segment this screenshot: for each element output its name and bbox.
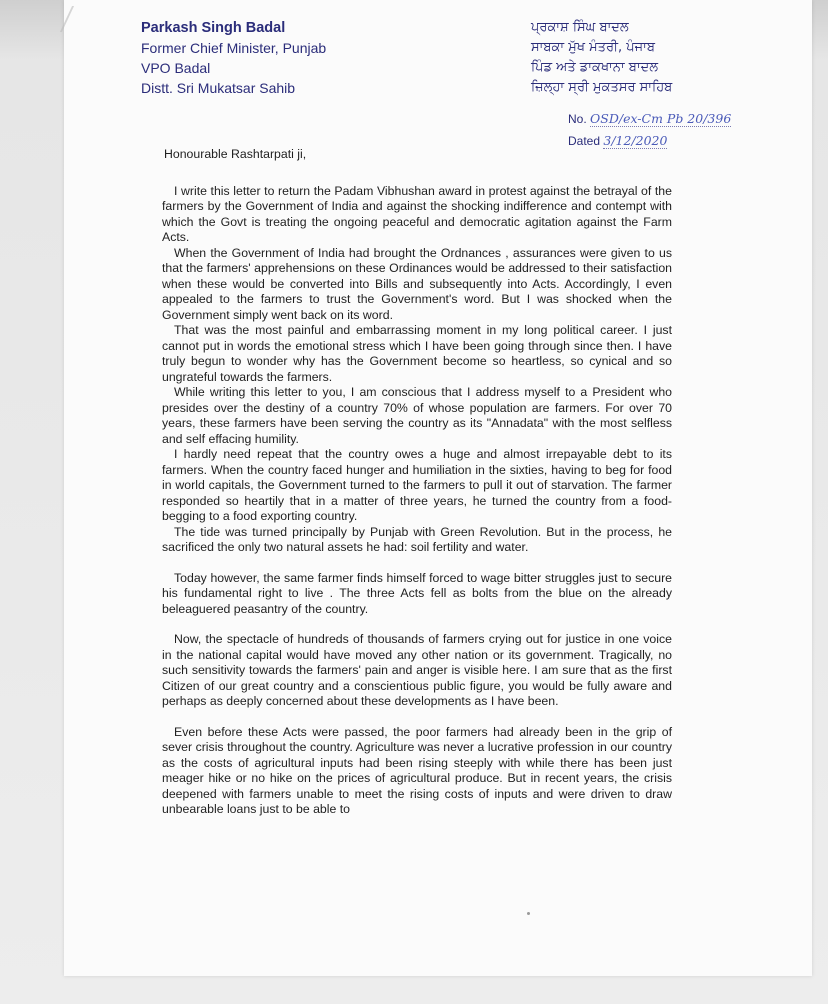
paragraph: That was the most painful and embarrassing moment in my long political career. I just cannot put in words the emotional stress which I have been going through since then. I have truly begun to wonder why has the Government become so heartless, so cynical and so ungrateful towards the farmers. (162, 323, 672, 384)
paragraph: Now, the spectacle of hundreds of thousands of farmers crying out for justice in one voice in the national capital would have moved any other nation or its government. Tragically, no such sensitivity towards the farmers' pain and anger is visible here. I am sure that as the first Citizen of our great country and a conscientious public figure, you would be fully aware and perhaps as deeply concerned about these developments as I have been. (162, 632, 672, 708)
reference-date-label: Dated (568, 134, 601, 148)
paragraph: Even before these Acts were passed, the poor farmers had already been in the grip of sever crisis throughout the country. Agriculture was never a lucrative profession in our country as the costs of agricultural inputs had been rising steeply with while there has been just meager hike or no hike on the prices of agricultural produce. But in recent years, the crisis deepened with farmers unable to meet the rising costs of inputs and were driven to draw unbearable loans just to be able to (162, 724, 672, 816)
sender-address-line-1: VPO Badal (141, 60, 211, 76)
salutation: Honourable Rashtarpati ji, (164, 147, 307, 161)
reference-date-handwritten: 3/12/2020 (603, 133, 668, 148)
sender-name: Parkash Singh Badal (141, 20, 286, 36)
paragraph: I write this letter to return the Padam Vibhushan award in protest against the betrayal of the farmers by the Government of India and against the shocking indifference and contempt with which the Govt is treating the ongoing peaceful and democratic agitation against the Farm Acts. (162, 183, 672, 244)
reference-number-handwritten: OSD/ex-Cm Pb 20/396 (590, 111, 732, 126)
paragraph: Today however, the same farmer finds himself forced to wage bitter struggles just to secure his fundamental right to live . The three Acts fell as bolts from the blue on the already beleaguered peasantry of the country. (162, 570, 672, 616)
sender-block (141, 18, 326, 98)
paragraph: When the Government of India had brought the Ordnances , assurances were given to us that the farmers' apprehensions on these Ordinances would be addressed to their satisfaction when these would be converted into Bills and subsequently into Acts. Accordingly, I even appealed to the farmers to trust the Government's word. But I was shocked when the Government simply went back on its word. (162, 245, 672, 322)
sender-address-line-2: Distt. Sri Mukatsar Sahib (141, 80, 296, 96)
paragraph: I hardly need repeat that the country owes a huge and almost irrepayable debt to its farmers. When the country faced hunger and humiliation in the sixties, having to beg for food in world capitals, the Government turned to the farmers to pull it out of starvation. The farmer responded so heartily that in a matter of three years, he turned the country from a food-begging to a food exporting country. (162, 447, 672, 523)
sender-block-punjabi (531, 18, 672, 98)
sender-title-punjabi: ਸਾਬਕਾ ਮੁੱਖ ਮੰਤਰੀ, ਪੰਜਾਬ (531, 40, 655, 55)
paragraph: The tide was turned principally by Punjab with Green Revolution. But in the process, he sacrificed the only two natural assets he had: soil fertility and water. (162, 524, 672, 554)
scan-speck (527, 912, 530, 915)
reference-block (568, 108, 731, 152)
sender-name-punjabi: ਪ੍ਰਕਾਸ਼ ਸਿੰਘ ਬਾਦਲ (531, 20, 629, 35)
letter-body (162, 147, 672, 818)
sender-address-line-1-punjabi: ਪਿੰਡ ਅਤੇ ਡਾਕਖਾਨਾ ਬਾਦਲ (531, 60, 658, 75)
paragraph: While writing this letter to you, I am conscious that I address myself to a President who presides over the destiny of a country 70% of whose population are farmers. For over 70 years, these farmers have been serving the country as its "Annadata" with the most selfless and self effacing humility. (162, 385, 672, 446)
sender-title: Former Chief Minister, Punjab (141, 40, 327, 56)
sender-address-line-2-punjabi: ਜ਼ਿਲ੍ਹਾ ਸ੍ਰੀ ਮੁਕਤਸਰ ਸਾਹਿਬ (531, 80, 673, 95)
reference-number-label: No. (568, 112, 587, 126)
